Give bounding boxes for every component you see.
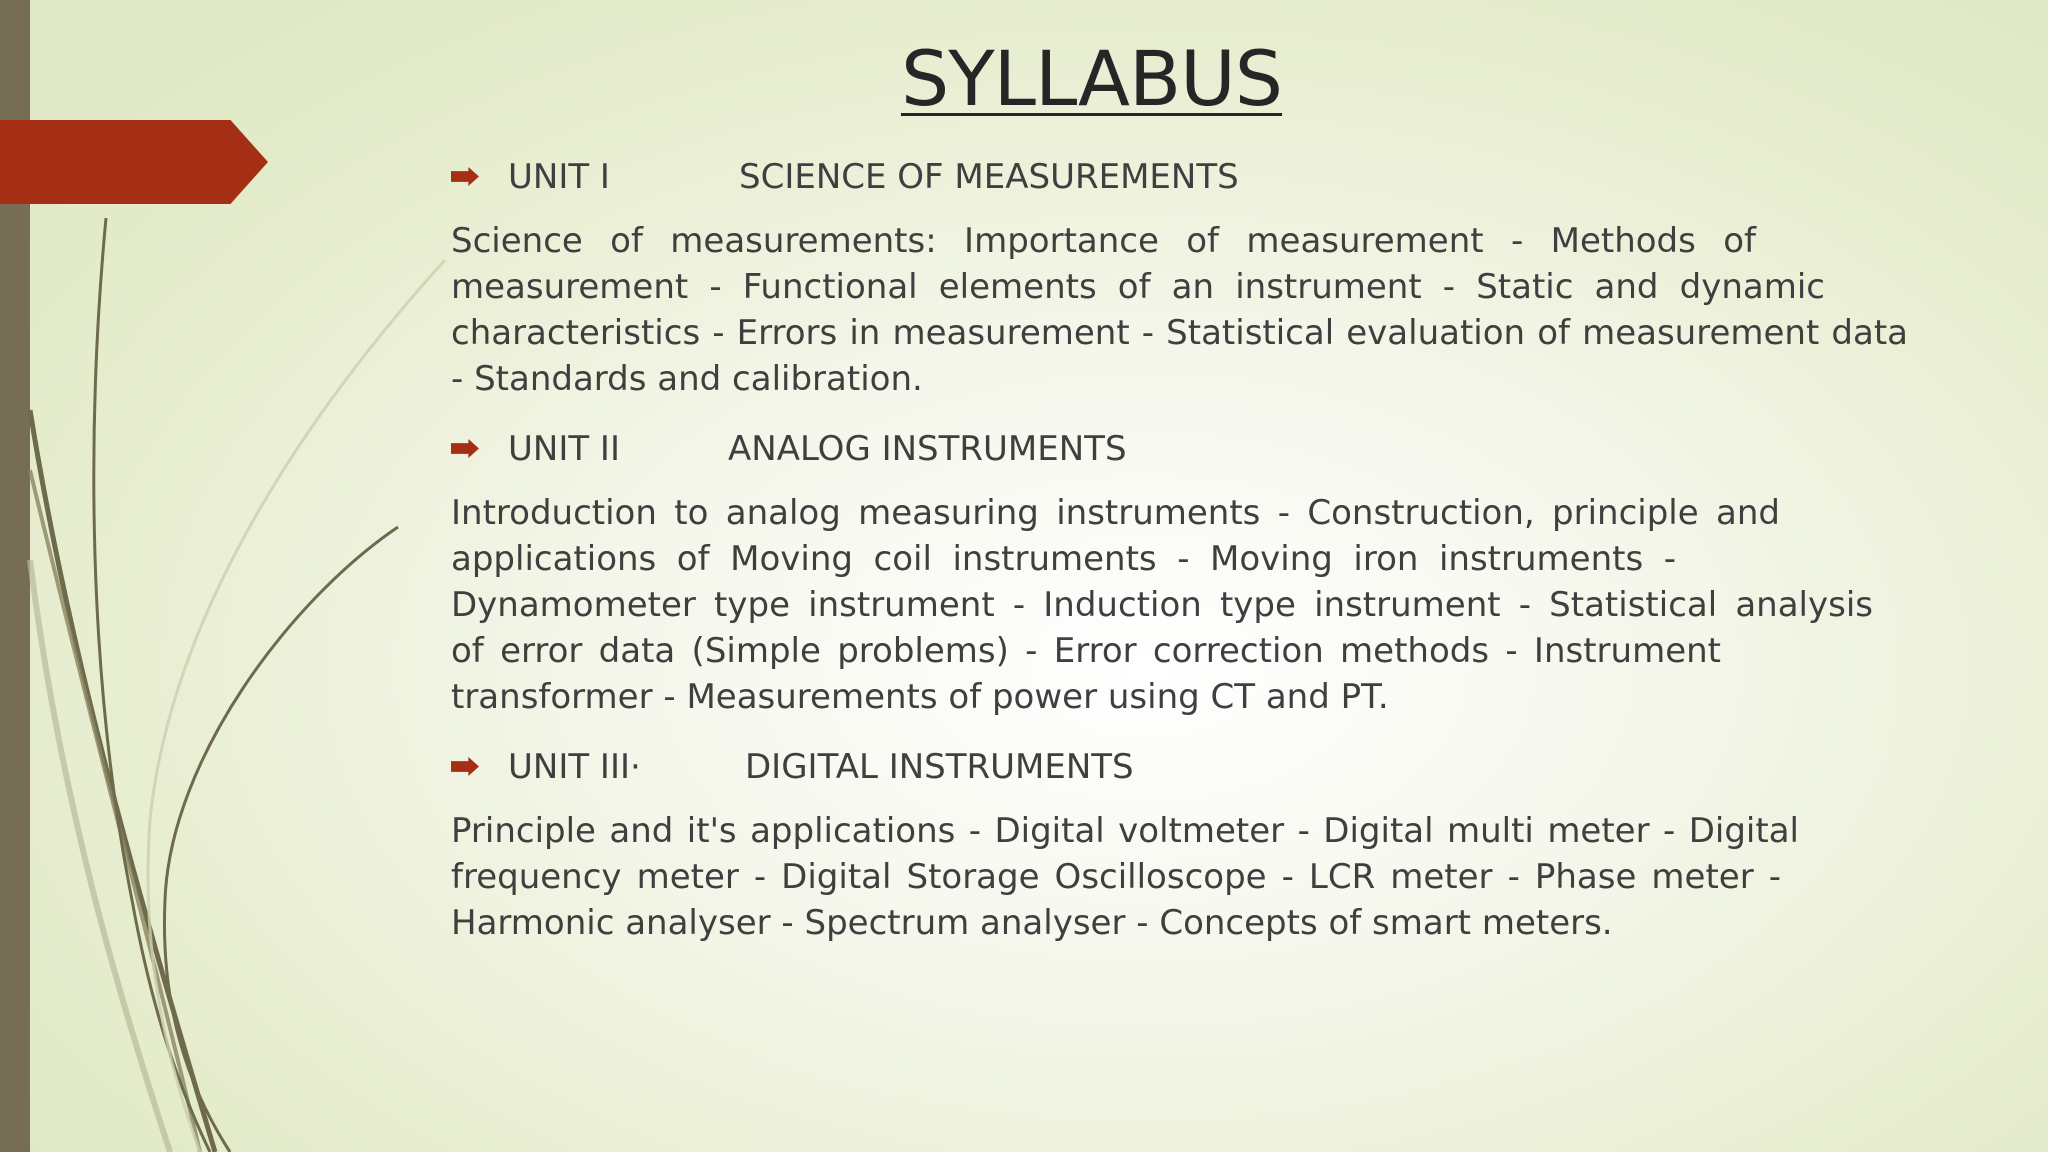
description-line: Science of measurements: Importance of measurement - Methods of: [451, 221, 1756, 261]
unit-number: UNIT III·: [508, 747, 641, 787]
unit-name: ANALOG INSTRUMENTS: [728, 429, 1127, 469]
unit-description: [451, 218, 1921, 402]
unit-heading: [451, 426, 1921, 472]
description-line: Introduction to analog measuring instruments - Construction, principle and: [451, 493, 1780, 533]
arrow-bullet-icon: [451, 439, 479, 458]
description-line: transformer - Measurements of power using CT and PT.: [451, 677, 1389, 717]
description-line: of error data (Simple problems) - Error correction methods - Instrument: [451, 631, 1721, 671]
unit-name: SCIENCE OF MEASUREMENTS: [739, 157, 1239, 197]
syllabus-content: [451, 154, 1921, 970]
description-line: applications of Moving coil instruments - Moving iron instruments -: [451, 539, 1676, 579]
description-line: Dynamometer type instrument - Induction type instrument - Statistical analysis: [451, 585, 1873, 625]
description-line: Principle and it's applications - Digital voltmeter - Digital multi meter - Digital: [451, 811, 1799, 851]
arrow-bullet-icon: [451, 167, 479, 186]
description-line: Harmonic analyser - Spectrum analyser - Concepts of smart meters.: [451, 903, 1613, 943]
red-flag-accent: [0, 120, 268, 204]
unit-heading: [451, 154, 1921, 200]
unit-description: [451, 808, 1921, 946]
page-title: SYLLABUS: [900, 34, 1283, 123]
unit-description: [451, 490, 1921, 720]
description-line: frequency meter - Digital Storage Oscilloscope - LCR meter - Phase meter -: [451, 857, 1781, 897]
description-line: characteristics - Errors in measurement - Statistical evaluation of measurement data: [451, 313, 1908, 353]
description-line: - Standards and calibration.: [451, 359, 923, 399]
unit-number: UNIT I: [508, 157, 610, 197]
arrow-bullet-icon: [451, 757, 479, 776]
unit-name: DIGITAL INSTRUMENTS: [745, 747, 1134, 787]
unit-number: UNIT II: [508, 429, 620, 469]
unit-heading: [451, 744, 1921, 790]
description-line: measurement - Functional elements of an instrument - Static and dynamic: [451, 267, 1825, 307]
